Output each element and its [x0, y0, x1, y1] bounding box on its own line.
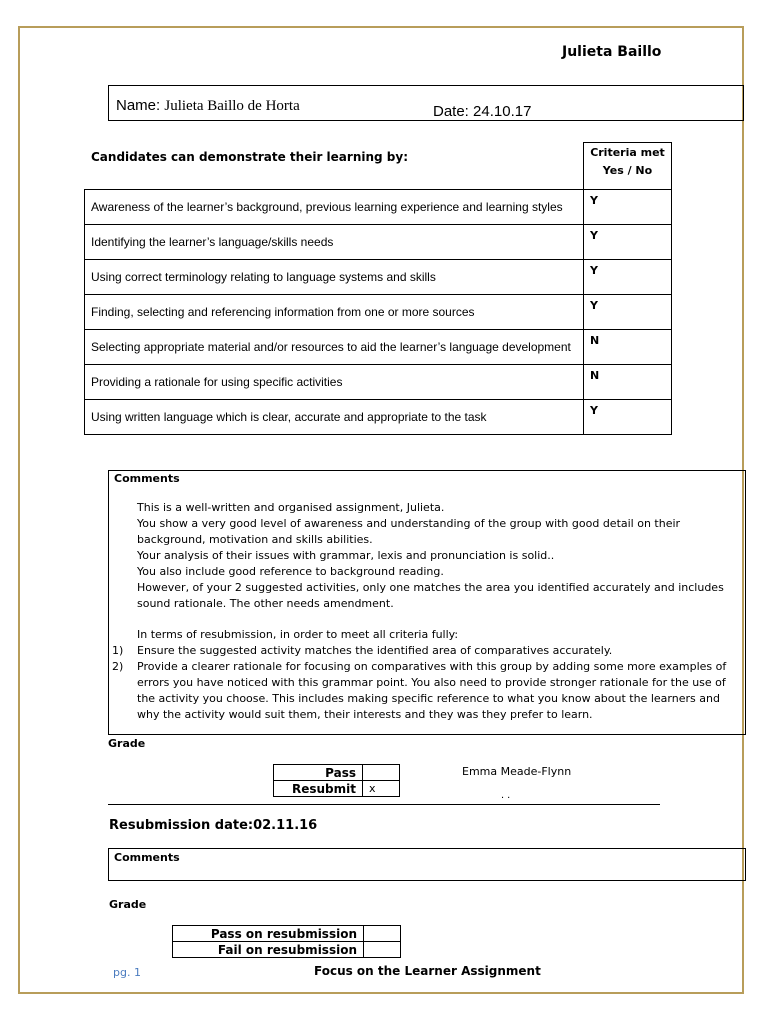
header-candidate-name: Julieta Baillo: [562, 44, 662, 60]
criteria-met-value: Y: [584, 190, 672, 225]
resubmission-grade-table: [172, 925, 401, 958]
criteria-met-value: Y: [584, 225, 672, 260]
criteria-table: [84, 142, 672, 435]
resubmit-label: Resubmit: [274, 781, 363, 797]
point-number: 2): [112, 660, 124, 673]
criteria-text: Providing a rationale for using specific activities: [85, 365, 584, 400]
resubmission-fail-row: [173, 942, 401, 958]
point-number: 1): [112, 644, 124, 657]
comment-line: You also include good reference to background reading.: [137, 565, 444, 578]
criteria-row: [85, 400, 672, 435]
criteria-row: [85, 365, 672, 400]
resubmission-grade-label: Grade: [109, 898, 147, 911]
signature-dots: . .: [501, 789, 511, 801]
comment-line: However, of your 2 suggested activities, only one matches the area you identified accurately and includes sound rationale. The other needs amendment.: [137, 581, 724, 610]
criteria-met-header-line2: Yes / No: [602, 164, 653, 177]
date-field: [433, 103, 531, 120]
pass-on-resubmission-label: Pass on resubmission: [173, 926, 364, 942]
criteria-text: Identifying the learner’s language/skills needs: [85, 225, 584, 260]
criteria-met-value: N: [584, 365, 672, 400]
grade-label: Grade: [108, 737, 146, 750]
criteria-header-row: [85, 143, 672, 190]
comment-gap: [137, 612, 737, 627]
criteria-met-header-line1: Criteria met: [590, 146, 665, 159]
comment-line: Your analysis of their issues with grammar, lexis and pronunciation is solid..: [137, 549, 555, 562]
criteria-met-value: Y: [584, 400, 672, 435]
resubmission-comments-title: Comments: [114, 851, 180, 864]
name-value: Julieta Baillo de Horta: [164, 98, 300, 114]
comment-line: You show a very good level of awareness and understanding of the group with good detail on their background, motivation and skills abilities.: [137, 517, 681, 546]
comments-body: [112, 500, 737, 723]
criteria-text: Finding, selecting and referencing information from one or more sources: [85, 295, 584, 330]
criteria-text: Using written language which is clear, accurate and appropriate to the task: [85, 400, 584, 435]
footer-title: Focus on the Learner Assignment: [314, 964, 541, 978]
criteria-header-blank: [85, 143, 584, 190]
resubmit-value: x: [363, 781, 400, 797]
resubmission-point: [112, 643, 737, 659]
resubmission-date: Resubmission date:02.11.16: [109, 818, 318, 833]
grade-row-pass: [274, 765, 400, 781]
criteria-heading: Candidates can demonstrate their learning by:: [91, 150, 409, 164]
comments-title: Comments: [114, 472, 180, 485]
criteria-row: [85, 190, 672, 225]
grade-row-resubmit: [274, 781, 400, 797]
date-value: 24.10.17: [473, 103, 532, 120]
name-field: [116, 97, 300, 115]
criteria-met-header: [584, 143, 672, 190]
fail-on-resubmission-label: Fail on resubmission: [173, 942, 364, 958]
resubmission-pass-row: [173, 926, 401, 942]
pass-label: Pass: [274, 765, 363, 781]
criteria-text: Using correct terminology relating to language systems and skills: [85, 260, 584, 295]
comment-line: This is a well-written and organised assignment, Julieta.: [137, 501, 445, 514]
criteria-row: [85, 330, 672, 365]
criteria-met-value: Y: [584, 260, 672, 295]
point-text: Ensure the suggested activity matches the identified area of comparatives accurately.: [137, 644, 613, 657]
assessor-name: Emma Meade-Flynn: [462, 765, 572, 778]
resubmission-point: [112, 659, 737, 723]
resubmission-comments-box: [108, 848, 746, 881]
name-label: Name:: [116, 97, 161, 114]
criteria-text: Selecting appropriate material and/or resources to aid the learner’s language development: [85, 330, 584, 365]
criteria-row: [85, 260, 672, 295]
date-label: Date:: [433, 103, 469, 120]
signature-line: [108, 804, 660, 805]
grade-table: [273, 764, 400, 797]
criteria-met-value: N: [584, 330, 672, 365]
pass-value: [363, 765, 400, 781]
criteria-text: Awareness of the learner’s background, previous learning experience and learning styles: [85, 190, 584, 225]
page-number: pg. 1: [113, 966, 141, 979]
resubmission-intro: In terms of resubmission, in order to meet all criteria fully:: [137, 628, 459, 641]
criteria-row: [85, 225, 672, 260]
pass-on-resubmission-value: [364, 926, 401, 942]
point-text: Provide a clearer rationale for focusing on comparatives with this group by adding some more examples of errors you have noticed with this grammar point. You also need to provide stronger rationale for the use of the activity you choose. This includes making specific reference to what you know about the learners and why the activity would suit them, their interests and they was they prefer to learn.: [137, 660, 727, 721]
criteria-row: [85, 295, 672, 330]
criteria-met-value: Y: [584, 295, 672, 330]
fail-on-resubmission-value: [364, 942, 401, 958]
